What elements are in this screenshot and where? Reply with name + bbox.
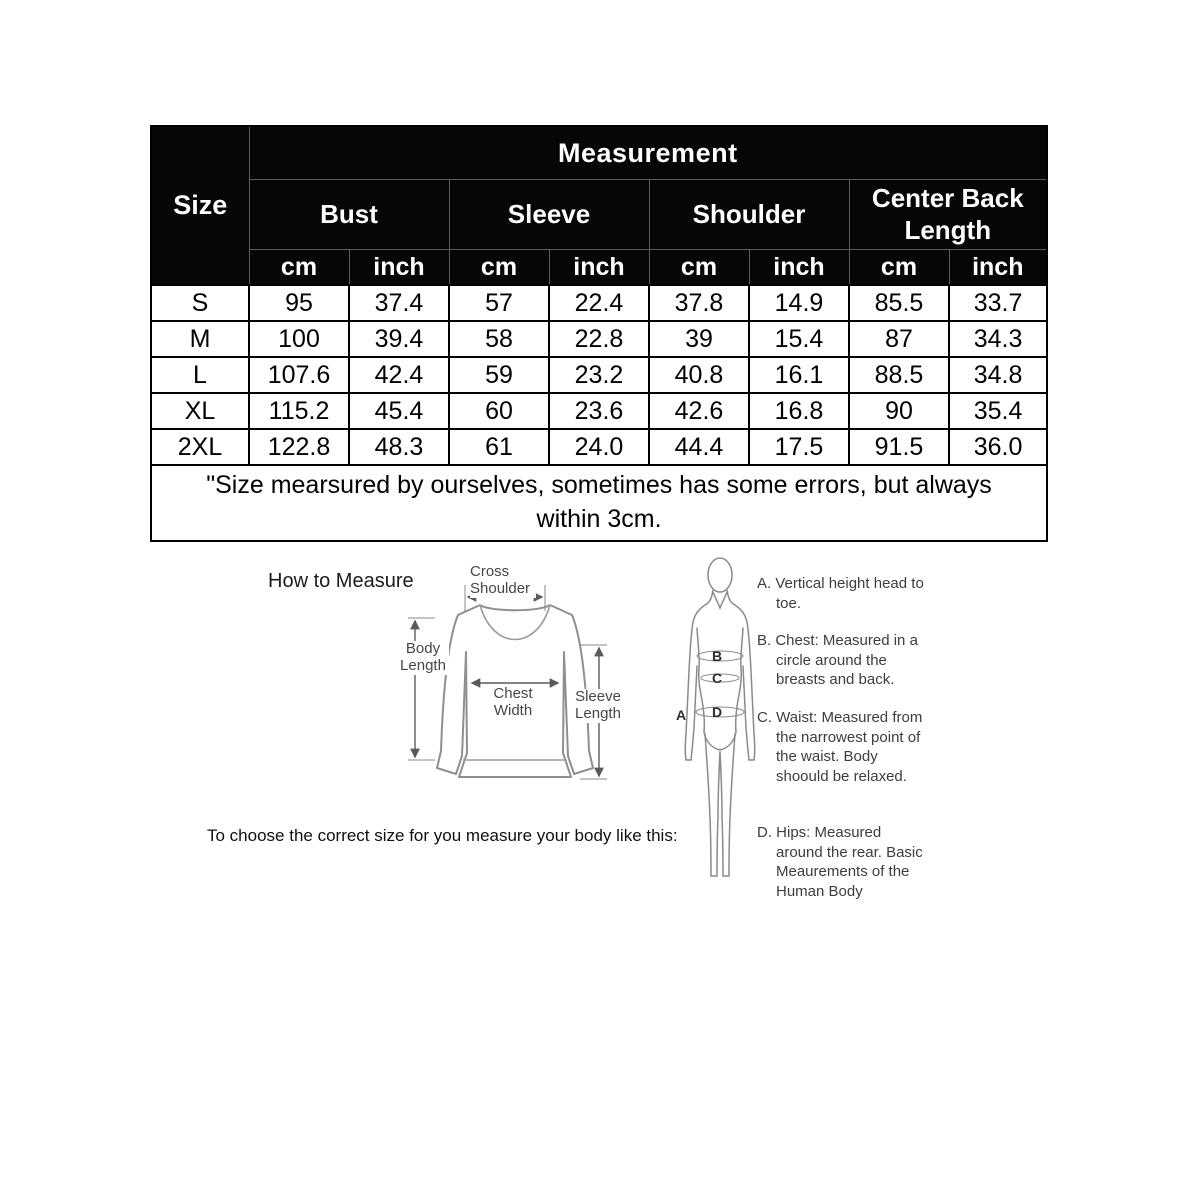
unit-header-cm: cm <box>249 250 349 286</box>
body-length-label: Body Length <box>397 641 449 675</box>
human-body-diagram <box>672 556 768 888</box>
sweater-collar <box>480 605 550 610</box>
value-cell: 24.0 <box>549 429 649 465</box>
figure-head <box>708 558 732 592</box>
value-cell: 60 <box>449 393 549 429</box>
value-cell: 36.0 <box>949 429 1047 465</box>
value-cell: 85.5 <box>849 285 949 321</box>
value-cell: 58 <box>449 321 549 357</box>
value-cell: 90 <box>849 393 949 429</box>
value-cell: 57 <box>449 285 549 321</box>
sleeve-length-label: Sleeve Length <box>572 689 624 723</box>
figure-neckline <box>713 592 727 608</box>
size-cell: 2XL <box>151 429 249 465</box>
size-chart-table <box>150 125 1048 542</box>
unit-header-inch: inch <box>949 250 1047 286</box>
unit-header-cm: cm <box>849 250 949 286</box>
group-header-shoulder: Shoulder <box>649 180 849 250</box>
value-cell: 22.4 <box>549 285 649 321</box>
size-cell: L <box>151 357 249 393</box>
table-row-xl <box>151 393 1047 429</box>
value-cell: 23.6 <box>549 393 649 429</box>
value-cell: 34.3 <box>949 321 1047 357</box>
note-waist: C. Waist: Measured from the narrowest point of the waist. Body shoould be relaxed. <box>757 709 923 785</box>
cross-shoulder-label: Cross Shoulder <box>470 564 536 598</box>
figure-left-leg <box>705 734 720 876</box>
value-cell: 14.9 <box>749 285 849 321</box>
body-letter-a: A <box>676 707 687 723</box>
group-header-sleeve: Sleeve <box>449 180 649 250</box>
measurement-header: Measurement <box>249 126 1047 180</box>
unit-header-inch: inch <box>749 250 849 286</box>
value-cell: 35.4 <box>949 393 1047 429</box>
body-letter-b: B <box>712 648 723 664</box>
group-header-bust: Bust <box>249 180 449 250</box>
value-cell: 39 <box>649 321 749 357</box>
table-row-s <box>151 285 1047 321</box>
size-cell: S <box>151 285 249 321</box>
body-letter-c: C <box>712 670 723 686</box>
value-cell: 48.3 <box>349 429 449 465</box>
value-cell: 44.4 <box>649 429 749 465</box>
value-cell: 23.2 <box>549 357 649 393</box>
value-cell: 61 <box>449 429 549 465</box>
value-cell: 37.4 <box>349 285 449 321</box>
note-chest: B. Chest: Measured in a circle around the breasts and back. <box>757 632 918 688</box>
value-cell: 16.1 <box>749 357 849 393</box>
choose-size-instruction: To choose the correct size for you measure your body like this: <box>207 826 678 845</box>
value-cell: 115.2 <box>249 393 349 429</box>
unit-header-cm: cm <box>649 250 749 286</box>
group-header-center-back-length: Center Back Length <box>849 180 1047 250</box>
size-column-header: Size <box>151 126 249 285</box>
figure-pelvis <box>704 732 736 750</box>
size-cell: XL <box>151 393 249 429</box>
value-cell: 107.6 <box>249 357 349 393</box>
value-cell: 45.4 <box>349 393 449 429</box>
value-cell: 40.8 <box>649 357 749 393</box>
unit-header-inch: inch <box>349 250 449 286</box>
size-cell: M <box>151 321 249 357</box>
value-cell: 34.8 <box>949 357 1047 393</box>
value-cell: 15.4 <box>749 321 849 357</box>
unit-header-inch: inch <box>549 250 649 286</box>
value-cell: 100 <box>249 321 349 357</box>
table-row-m <box>151 321 1047 357</box>
note-vertical-height: A. Vertical height head to toe. <box>757 575 924 612</box>
value-cell: 22.8 <box>549 321 649 357</box>
value-cell: 42.6 <box>649 393 749 429</box>
table-row-2xl <box>151 429 1047 465</box>
value-cell: 59 <box>449 357 549 393</box>
value-cell: 37.8 <box>649 285 749 321</box>
how-to-measure-title: How to Measure <box>268 570 414 592</box>
table-row-l <box>151 357 1047 393</box>
note-hips: D. Hips: Measured around the rear. Basic Meaurements of the Human Body <box>757 824 923 900</box>
value-cell: 88.5 <box>849 357 949 393</box>
value-cell: 42.4 <box>349 357 449 393</box>
chest-width-label: Chest Width <box>493 685 533 719</box>
value-cell: 33.7 <box>949 285 1047 321</box>
value-cell: 95 <box>249 285 349 321</box>
value-cell: 17.5 <box>749 429 849 465</box>
value-cell: 87 <box>849 321 949 357</box>
value-cell: 91.5 <box>849 429 949 465</box>
table-footnote: "Size mearsured by ourselves, sometimes has some errors, but always within 3cm. <box>151 465 1047 541</box>
unit-header-cm: cm <box>449 250 549 286</box>
value-cell: 39.4 <box>349 321 449 357</box>
value-cell: 122.8 <box>249 429 349 465</box>
figure-right-leg <box>720 734 735 876</box>
value-cell: 16.8 <box>749 393 849 429</box>
body-letter-d: D <box>712 704 723 720</box>
